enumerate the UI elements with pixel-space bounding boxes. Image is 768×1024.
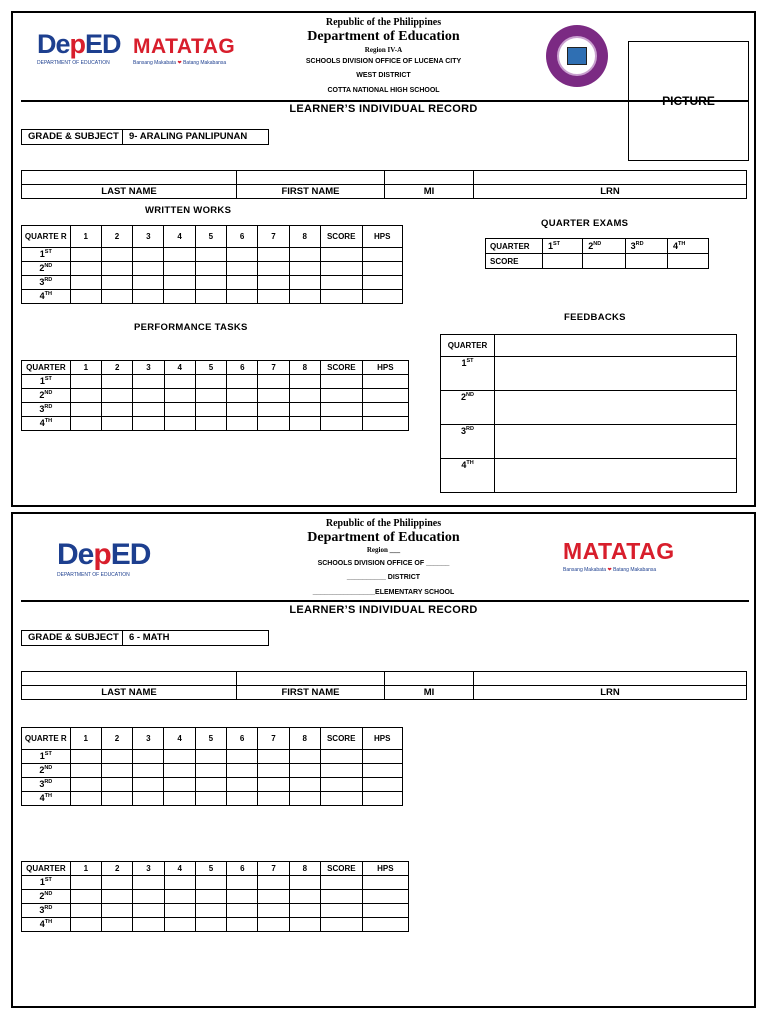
ww-quarter-label: 2ND <box>22 262 71 276</box>
matatag-logo: MATATAG Bansang Makabata ❤ Batang Makabansa <box>133 35 236 66</box>
ww-col-header: 2 <box>101 226 132 248</box>
ww-score-cell[interactable] <box>164 290 195 304</box>
record-title: LEARNER’S INDIVIDUAL RECORD <box>289 103 478 115</box>
ww-score-cell[interactable] <box>227 290 258 304</box>
pt-score-cell[interactable] <box>227 375 258 389</box>
last-name-input[interactable] <box>22 171 237 185</box>
ww-score-cell[interactable] <box>195 276 226 290</box>
fb-input-4[interactable] <box>495 459 737 493</box>
feedbacks-title: FEEDBACKS <box>564 312 626 323</box>
pt-score-cell[interactable] <box>164 918 195 932</box>
qe-quarter-label: QUARTER <box>486 239 543 254</box>
pt-score-cell[interactable] <box>133 417 164 431</box>
ww-col-header: SCORE <box>320 728 362 750</box>
pt-col-header: 7 <box>258 862 289 876</box>
ww-score-cell[interactable] <box>164 248 195 262</box>
pt-score-cell[interactable] <box>362 417 408 431</box>
ww-col-header: 5 <box>195 226 226 248</box>
pt-score-cell[interactable] <box>362 403 408 417</box>
ww-quarter-label: 3RD <box>22 276 71 290</box>
ww-score-cell[interactable] <box>133 778 164 792</box>
pt-col-header: HPS <box>362 862 408 876</box>
ww-quarter-label: 3RD <box>22 778 71 792</box>
ww-score-cell[interactable] <box>195 750 226 764</box>
mi-input[interactable] <box>385 672 474 686</box>
ww-col-header: 1 <box>70 728 101 750</box>
ww-col-header: 7 <box>258 728 289 750</box>
ww-quarter-label: 4TH <box>22 792 71 806</box>
ww-score-cell[interactable] <box>362 750 402 764</box>
ww-score-cell[interactable] <box>362 764 402 778</box>
pt-score-cell[interactable] <box>321 876 363 890</box>
ww-score-cell[interactable] <box>195 778 226 792</box>
pt-score-cell[interactable] <box>133 403 164 417</box>
ww-score-cell[interactable] <box>320 764 362 778</box>
pt-score-cell[interactable] <box>70 890 101 904</box>
pt-score-cell[interactable] <box>321 389 363 403</box>
district-text: WEST DISTRICT <box>356 72 411 79</box>
feedbacks-table <box>440 334 737 493</box>
pt-quarter-label: 1ST <box>22 375 71 389</box>
ww-score-cell[interactable] <box>70 792 101 806</box>
ww-score-cell[interactable] <box>70 750 101 764</box>
pt-score-cell[interactable] <box>227 417 258 431</box>
mi-label: MI <box>385 686 474 700</box>
pt-score-cell[interactable] <box>227 389 258 403</box>
ww-col-header: 8 <box>289 728 320 750</box>
pt-score-cell[interactable] <box>195 375 226 389</box>
ww-score-cell[interactable] <box>258 248 289 262</box>
pt-score-cell[interactable] <box>258 918 289 932</box>
division-text: SCHOOLS DIVISION OFFICE OF LUCENA CITY <box>305 58 462 65</box>
pt-col-header: 2 <box>102 361 133 375</box>
last-name-input[interactable] <box>22 672 237 686</box>
ww-quarter-label: 2ND <box>22 764 71 778</box>
mi-label: MI <box>385 185 474 199</box>
grade-subject-label: GRADE & SUBJECT <box>22 130 123 144</box>
fb-quarter-3: 3RD <box>441 425 495 459</box>
ww-score-cell[interactable] <box>289 778 320 792</box>
pt-score-cell[interactable] <box>133 876 164 890</box>
ww-score-cell[interactable] <box>195 290 226 304</box>
pt-score-cell[interactable] <box>258 417 289 431</box>
first-name-label: FIRST NAME <box>237 185 385 199</box>
ww-col-header: 3 <box>133 728 164 750</box>
qe-score-4[interactable] <box>667 254 708 269</box>
performance-tasks-title: PERFORMANCE TASKS <box>134 322 248 333</box>
fb-input-2[interactable] <box>495 391 737 425</box>
ww-col-header: 7 <box>258 226 289 248</box>
pt-score-cell[interactable] <box>102 403 133 417</box>
pt-score-cell[interactable] <box>102 375 133 389</box>
ww-score-cell[interactable] <box>70 248 101 262</box>
ww-score-cell[interactable] <box>195 248 226 262</box>
pt-col-header: 8 <box>289 862 320 876</box>
ww-score-cell[interactable] <box>101 248 132 262</box>
fb-quarter-label: QUARTER <box>441 335 495 357</box>
ww-col-header: 4 <box>164 728 195 750</box>
pt-quarter-header: QUARTER <box>22 361 71 375</box>
grade-subject-label: GRADE & SUBJECT <box>22 631 123 645</box>
lrn-input[interactable] <box>474 171 747 185</box>
pt-score-cell[interactable] <box>133 918 164 932</box>
pt-score-cell[interactable] <box>70 403 101 417</box>
lrn-label: LRN <box>474 185 747 199</box>
written-works-title: WRITTEN WORKS <box>145 205 232 216</box>
ww-score-cell[interactable] <box>362 792 402 806</box>
pt-score-cell[interactable] <box>227 904 258 918</box>
header-divider <box>21 600 749 602</box>
ww-score-cell[interactable] <box>258 764 289 778</box>
ww-score-cell[interactable] <box>101 750 132 764</box>
ww-score-cell[interactable] <box>195 764 226 778</box>
pt-col-header: 2 <box>102 862 133 876</box>
pt-quarter-label: 3RD <box>22 403 71 417</box>
pt-col-header: 3 <box>133 361 164 375</box>
school-text: COTTA NATIONAL HIGH SCHOOL <box>327 87 440 94</box>
ww-score-cell[interactable] <box>258 792 289 806</box>
pt-col-header: 3 <box>133 862 164 876</box>
grade-subject-box[interactable] <box>21 129 269 145</box>
pt-score-cell[interactable] <box>227 876 258 890</box>
ww-score-cell[interactable] <box>164 778 195 792</box>
qe-quarter-1: 1ST <box>543 239 583 254</box>
ww-score-cell[interactable] <box>227 276 258 290</box>
pt-score-cell[interactable] <box>133 389 164 403</box>
pt-col-header: 5 <box>195 361 226 375</box>
quarter-exams-title: QUARTER EXAMS <box>541 218 629 229</box>
pt-score-cell[interactable] <box>133 904 164 918</box>
last-name-label: LAST NAME <box>22 686 237 700</box>
ww-score-cell[interactable] <box>362 276 402 290</box>
pt-score-cell[interactable] <box>227 890 258 904</box>
ww-col-header: 2 <box>101 728 132 750</box>
school-text: ________________ELEMENTARY SCHOOL <box>312 589 455 596</box>
pt-quarter-header: QUARTER <box>22 862 71 876</box>
pt-col-header: 6 <box>227 361 258 375</box>
ww-score-cell[interactable] <box>227 248 258 262</box>
ww-score-cell[interactable] <box>164 262 195 276</box>
pt-score-cell[interactable] <box>164 904 195 918</box>
ww-score-cell[interactable] <box>258 778 289 792</box>
qe-quarter-4: 4TH <box>667 239 708 254</box>
ww-score-cell[interactable] <box>133 276 164 290</box>
pt-score-cell[interactable] <box>289 389 320 403</box>
ww-score-cell[interactable] <box>289 764 320 778</box>
pt-score-cell[interactable] <box>195 876 226 890</box>
pt-score-cell[interactable] <box>227 403 258 417</box>
ww-score-cell[interactable] <box>133 262 164 276</box>
ww-col-header: 4 <box>164 226 195 248</box>
region-text: Region ___ <box>366 546 401 554</box>
last-name-label: LAST NAME <box>22 185 237 199</box>
grade-subject-value[interactable]: 6 - MATH <box>129 632 170 643</box>
qe-score-label: SCORE <box>486 254 543 269</box>
ww-score-cell[interactable] <box>133 792 164 806</box>
ww-col-header: 5 <box>195 728 226 750</box>
ww-col-header: 6 <box>227 728 258 750</box>
pt-col-header: 1 <box>70 361 101 375</box>
ww-score-cell[interactable] <box>320 290 362 304</box>
pt-score-cell[interactable] <box>164 389 195 403</box>
pt-col-header: 4 <box>164 361 195 375</box>
matatag-logo: MATATAG Bansang Makabata ❤ Batang Makabansa <box>563 538 675 573</box>
ww-score-cell[interactable] <box>101 792 132 806</box>
department-text: Department of Education <box>307 530 460 545</box>
pt-score-cell[interactable] <box>321 403 363 417</box>
pt-quarter-label: 1ST <box>22 876 71 890</box>
ww-score-cell[interactable] <box>164 764 195 778</box>
ww-score-cell[interactable] <box>195 262 226 276</box>
ww-score-cell[interactable] <box>258 262 289 276</box>
ww-score-cell[interactable] <box>133 290 164 304</box>
pt-score-cell[interactable] <box>321 890 363 904</box>
qe-score-2[interactable] <box>583 254 625 269</box>
pt-score-cell[interactable] <box>227 918 258 932</box>
ww-score-cell[interactable] <box>164 750 195 764</box>
republic-text: Republic of the Philippines <box>325 518 442 529</box>
grade-subject-box[interactable] <box>21 630 269 646</box>
ww-score-cell[interactable] <box>289 290 320 304</box>
pt-score-cell[interactable] <box>164 417 195 431</box>
deped-logo: DepED DEPARTMENT OF EDUCATION <box>37 29 121 66</box>
ww-score-cell[interactable] <box>289 276 320 290</box>
pt-quarter-label: 4TH <box>22 417 71 431</box>
pt-score-cell[interactable] <box>362 918 408 932</box>
pt-score-cell[interactable] <box>70 417 101 431</box>
pt-score-cell[interactable] <box>70 904 101 918</box>
pt-score-cell[interactable] <box>195 890 226 904</box>
pt-col-header: HPS <box>362 361 408 375</box>
pt-score-cell[interactable] <box>164 890 195 904</box>
ww-score-cell[interactable] <box>320 262 362 276</box>
mi-input[interactable] <box>385 171 474 185</box>
pt-score-cell[interactable] <box>164 876 195 890</box>
ww-col-header: 1 <box>70 226 101 248</box>
ww-col-header: HPS <box>362 728 402 750</box>
ww-quarter-label: 1ST <box>22 248 71 262</box>
republic-text: Republic of the Philippines <box>325 17 442 28</box>
pt-score-cell[interactable] <box>195 403 226 417</box>
pt-quarter-label: 4TH <box>22 918 71 932</box>
learner-record-card-1 <box>11 11 756 507</box>
pt-score-cell[interactable] <box>321 417 363 431</box>
pt-score-cell[interactable] <box>321 918 363 932</box>
grade-subject-value[interactable]: 9- ARALING PANLIPUNAN <box>129 131 248 142</box>
pt-score-cell[interactable] <box>362 389 408 403</box>
fb-quarter-1: 1ST <box>441 357 495 391</box>
ww-score-cell[interactable] <box>320 276 362 290</box>
pt-score-cell[interactable] <box>195 389 226 403</box>
lrn-input[interactable] <box>474 672 747 686</box>
pt-col-header: 5 <box>195 862 226 876</box>
ww-score-cell[interactable] <box>164 792 195 806</box>
ww-score-cell[interactable] <box>101 276 132 290</box>
pt-score-cell[interactable] <box>164 403 195 417</box>
pt-col-header: 4 <box>164 862 195 876</box>
ww-score-cell[interactable] <box>258 750 289 764</box>
ww-col-header: 3 <box>133 226 164 248</box>
ww-col-header: 6 <box>227 226 258 248</box>
ww-score-cell[interactable] <box>362 248 402 262</box>
fb-quarter-4: 4TH <box>441 459 495 493</box>
qe-score-3[interactable] <box>625 254 667 269</box>
pt-score-cell[interactable] <box>289 876 320 890</box>
pt-score-cell[interactable] <box>70 876 101 890</box>
pt-score-cell[interactable] <box>195 918 226 932</box>
ww-score-cell[interactable] <box>320 792 362 806</box>
pt-score-cell[interactable] <box>362 890 408 904</box>
pt-col-header: 7 <box>258 361 289 375</box>
ww-score-cell[interactable] <box>164 276 195 290</box>
pt-col-header: 6 <box>227 862 258 876</box>
written-works-table <box>21 225 403 304</box>
pt-quarter-label: 3RD <box>22 904 71 918</box>
ww-score-cell[interactable] <box>320 248 362 262</box>
written-works-table <box>21 727 403 806</box>
pt-score-cell[interactable] <box>321 904 363 918</box>
ww-score-cell[interactable] <box>227 262 258 276</box>
ww-col-header: HPS <box>362 226 402 248</box>
qe-quarter-3: 3RD <box>625 239 667 254</box>
fb-input-3[interactable] <box>495 425 737 459</box>
fb-input-1[interactable] <box>495 357 737 391</box>
pt-quarter-label: 2ND <box>22 890 71 904</box>
ww-quarter-label: 4TH <box>22 290 71 304</box>
ww-score-cell[interactable] <box>258 276 289 290</box>
pt-score-cell[interactable] <box>289 918 320 932</box>
ww-score-cell[interactable] <box>133 248 164 262</box>
ww-score-cell[interactable] <box>289 248 320 262</box>
ww-quarter-header: QUARTE R <box>22 226 71 248</box>
school-seal-icon <box>546 25 608 87</box>
ww-score-cell[interactable] <box>320 750 362 764</box>
pt-score-cell[interactable] <box>164 375 195 389</box>
pt-score-cell[interactable] <box>362 375 408 389</box>
name-table <box>21 671 747 700</box>
pt-score-cell[interactable] <box>289 417 320 431</box>
pt-score-cell[interactable] <box>102 904 133 918</box>
ww-score-cell[interactable] <box>362 778 402 792</box>
learner-record-card-2 <box>11 512 756 1008</box>
pt-score-cell[interactable] <box>289 904 320 918</box>
pt-col-header: SCORE <box>321 361 363 375</box>
pt-score-cell[interactable] <box>321 375 363 389</box>
ww-score-cell[interactable] <box>362 262 402 276</box>
pt-score-cell[interactable] <box>70 389 101 403</box>
pt-score-cell[interactable] <box>70 375 101 389</box>
pt-score-cell[interactable] <box>195 417 226 431</box>
ww-score-cell[interactable] <box>70 262 101 276</box>
ww-score-cell[interactable] <box>70 764 101 778</box>
ww-score-cell[interactable] <box>70 276 101 290</box>
pt-score-cell[interactable] <box>102 389 133 403</box>
pt-score-cell[interactable] <box>133 890 164 904</box>
ww-score-cell[interactable] <box>289 262 320 276</box>
ww-score-cell[interactable] <box>101 764 132 778</box>
ww-col-header: 8 <box>289 226 320 248</box>
ww-score-cell[interactable] <box>227 792 258 806</box>
pt-score-cell[interactable] <box>102 918 133 932</box>
ww-score-cell[interactable] <box>101 778 132 792</box>
fb-header-blank <box>495 335 737 357</box>
performance-tasks-table <box>21 861 409 932</box>
ww-score-cell[interactable] <box>227 778 258 792</box>
qe-score-1[interactable] <box>543 254 583 269</box>
pt-score-cell[interactable] <box>289 375 320 389</box>
ww-score-cell[interactable] <box>289 750 320 764</box>
ww-score-cell[interactable] <box>101 290 132 304</box>
header-divider <box>21 100 749 102</box>
department-text: Department of Education <box>307 29 460 44</box>
pt-score-cell[interactable] <box>258 876 289 890</box>
pt-score-cell[interactable] <box>195 904 226 918</box>
qe-quarter-2: 2ND <box>583 239 625 254</box>
performance-tasks-table <box>21 360 409 431</box>
ww-score-cell[interactable] <box>101 262 132 276</box>
first-name-input[interactable] <box>237 171 385 185</box>
ww-score-cell[interactable] <box>227 764 258 778</box>
pt-col-header: SCORE <box>321 862 363 876</box>
pt-quarter-label: 2ND <box>22 389 71 403</box>
pt-score-cell[interactable] <box>102 417 133 431</box>
first-name-input[interactable] <box>237 672 385 686</box>
pt-col-header: 8 <box>289 361 320 375</box>
pt-score-cell[interactable] <box>133 375 164 389</box>
ww-score-cell[interactable] <box>133 750 164 764</box>
pt-score-cell[interactable] <box>289 890 320 904</box>
ww-score-cell[interactable] <box>227 750 258 764</box>
fb-quarter-2: 2ND <box>441 391 495 425</box>
ww-score-cell[interactable] <box>289 792 320 806</box>
ww-quarter-label: 1ST <box>22 750 71 764</box>
pt-score-cell[interactable] <box>258 389 289 403</box>
pt-score-cell[interactable] <box>289 403 320 417</box>
ww-score-cell[interactable] <box>320 778 362 792</box>
pt-score-cell[interactable] <box>362 904 408 918</box>
ww-score-cell[interactable] <box>195 792 226 806</box>
name-table <box>21 170 747 199</box>
district-text: __________ DISTRICT <box>346 574 421 581</box>
ww-score-cell[interactable] <box>133 764 164 778</box>
pt-score-cell[interactable] <box>102 876 133 890</box>
ww-score-cell[interactable] <box>362 290 402 304</box>
pt-score-cell[interactable] <box>258 403 289 417</box>
division-text: SCHOOLS DIVISION OFFICE OF ______ <box>317 560 450 567</box>
pt-score-cell[interactable] <box>362 876 408 890</box>
pt-score-cell[interactable] <box>102 890 133 904</box>
lrn-label: LRN <box>474 686 747 700</box>
pt-score-cell[interactable] <box>258 375 289 389</box>
deped-logo: DepED DEPARTMENT OF EDUCATION <box>57 538 151 578</box>
ww-col-header: SCORE <box>320 226 362 248</box>
pt-score-cell[interactable] <box>70 918 101 932</box>
quarter-exams-table <box>485 238 709 269</box>
ww-score-cell[interactable] <box>70 290 101 304</box>
record-title: LEARNER’S INDIVIDUAL RECORD <box>289 604 478 616</box>
ww-quarter-header: QUARTE R <box>22 728 71 750</box>
ww-score-cell[interactable] <box>70 778 101 792</box>
first-name-label: FIRST NAME <box>237 686 385 700</box>
pt-col-header: 1 <box>70 862 101 876</box>
pt-score-cell[interactable] <box>258 904 289 918</box>
pt-score-cell[interactable] <box>258 890 289 904</box>
region-text: Region IV-A <box>364 46 403 54</box>
ww-score-cell[interactable] <box>258 290 289 304</box>
